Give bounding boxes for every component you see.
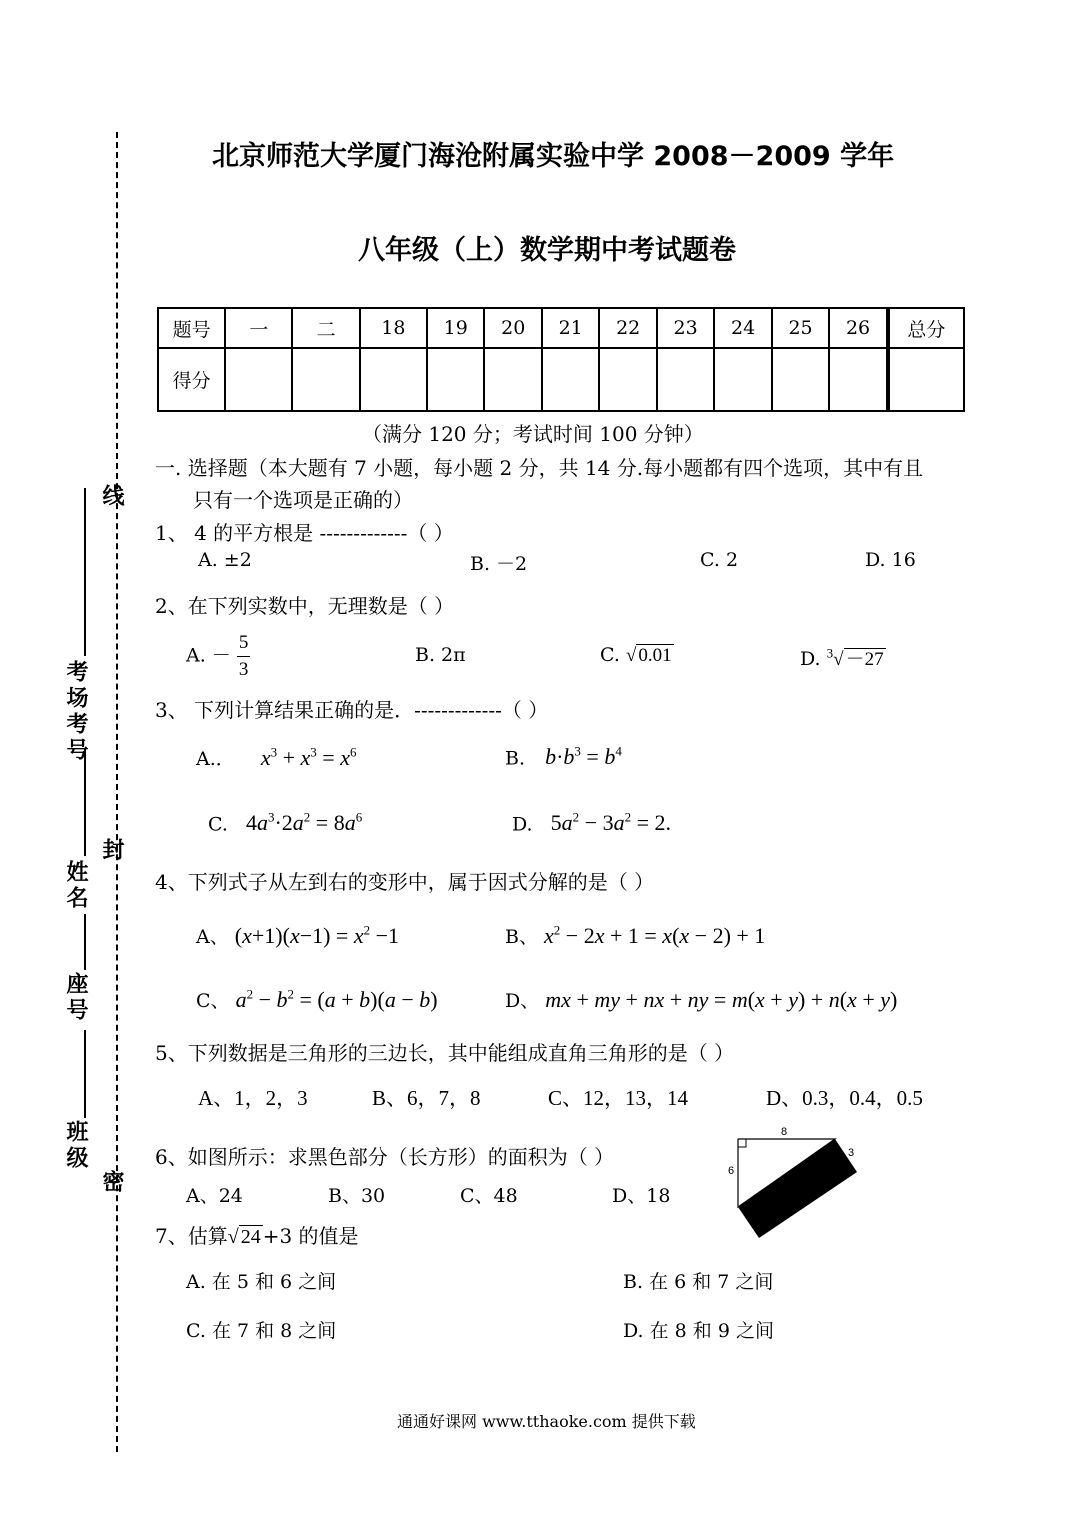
fraction-numerator: 5 [237,630,251,657]
radicand: －27 [845,649,884,670]
q7-stem-suffix: +3 的值是 [262,1224,359,1248]
q2-option-d [800,644,886,671]
page-title: 北京师范大学厦门海沧附属实验中学 2008－2009 学年 [212,141,895,172]
score-input-cell[interactable] [427,348,484,411]
fraction [237,630,251,683]
q1-option-a: A. ±2 [198,549,252,571]
score-input-cell[interactable] [829,348,887,411]
score-input-cell[interactable] [599,348,656,411]
table-cell: 23 [657,308,714,348]
score-input-cell[interactable] [292,348,359,411]
option-prefix: A.． [196,748,235,770]
option-prefix: B、 [505,926,538,948]
q7-option-d: D. 在 8 和 9 之间 [623,1320,774,1342]
score-input-cell[interactable] [888,348,964,411]
q1-stem: 1、 4 的平方根是 -------------（ ） [155,521,454,545]
margin-line-label: 线 [99,484,124,510]
option-prefix: D、 [505,990,540,1012]
minus-sign: － [211,645,231,667]
q6-option-c: C、48 [460,1185,518,1207]
q6-option-a: A、24 [186,1185,243,1207]
table-cell: 18 [360,308,427,348]
formula: $4a^3\cdot 2a^2 = 8a^6$ [245,810,363,836]
exam-room-underline [84,488,86,656]
exam-info: （满分 120 分；考试时间 100 分钟） [362,422,704,446]
option-prefix: C. [208,813,228,836]
score-input-cell[interactable] [484,348,541,411]
option-prefix: C、 [196,990,230,1012]
radical-sign: √ [625,645,637,666]
table-cell: 得分 [158,348,225,411]
score-input-cell[interactable] [772,348,829,411]
q4-option-c [196,986,438,1013]
score-input-cell[interactable] [225,348,292,411]
radicand: 24 [240,1226,261,1248]
formula: $x^3 + x^3 = x^6$ [260,744,357,770]
q6-stem: 6、如图所示：求黑色部分（长方形）的面积为（ ） [155,1145,615,1169]
q5-option-c: C、12，13，14 [548,1086,689,1110]
fraction-denominator: 3 [238,659,249,680]
q3-stem: 3、 下列计算结果正确的是．-------------（ ） [155,698,549,722]
margin-secret-label: 密 [99,1170,124,1196]
q3-option-a [196,744,356,771]
q2-option-c [600,644,674,667]
binding-dashed-line [116,132,118,1452]
q1-option-d: D. 16 [865,549,916,571]
table-cell: 一 [225,308,292,348]
q4-stem: 4、下列式子从左到右的变形中，属于因式分解的是（ ） [155,870,655,894]
q5-stem: 5、下列数据是三角形的三边长，其中能组成直角三角形的是（ ） [155,1041,735,1065]
radical-sign: √ [227,1226,239,1248]
fig-label-left: 6 [728,1165,735,1177]
table-cell: 总分 [888,308,964,348]
q4-option-b [505,922,765,949]
q3-option-b [505,744,622,770]
option-prefix: D. [800,648,821,670]
page-footer: 通通好课网 www.tthaoke.com 提供下载 [397,1412,696,1431]
name-label: 姓名 [63,860,88,912]
radicand: 0.01 [638,645,672,666]
q7-stem [155,1220,359,1249]
table-cell: 二 [292,308,359,348]
q6-figure [725,1122,865,1244]
formula: mx + my + nx + ny = m(x + y) + n(x + y) [545,987,898,1012]
score-table-score-row [158,348,964,411]
seat-underline [84,914,86,970]
formula: $5a^2 - 3a^2 = 2$. [550,810,671,836]
table-cell: 题号 [158,308,225,348]
q6-option-d: D、18 [612,1185,671,1207]
radical-sign: √ [833,649,844,670]
exam-room-label: 考场考号 [63,660,88,764]
score-table-header-row [158,308,964,348]
score-input-cell[interactable] [542,348,599,411]
score-table [157,307,965,412]
q3-option-c [208,810,362,836]
option-prefix: C. [600,644,620,666]
q4-option-d [505,986,897,1013]
class-label: 班级 [63,1120,88,1172]
option-prefix: D. [512,813,533,836]
option-prefix: A. [186,644,206,667]
q3-option-d [512,810,671,836]
q7-option-c: C. 在 7 和 8 之间 [186,1320,337,1342]
q7-option-b: B. 在 6 和 7 之间 [623,1271,774,1293]
option-prefix: B. [505,747,526,770]
q7-stem-prefix: 7、估算 [155,1224,228,1248]
page-subtitle: 八年级（上）数学期中考试题卷 [358,235,736,266]
q1-option-b: B. －2 [470,553,528,575]
name-underline [84,748,86,856]
section1-heading: 一. 选择题（本大题有 7 小题，每小题 2 分，共 14 分.每小题都有四个选项，其中有且 [155,456,924,480]
table-cell: 24 [714,308,771,348]
table-cell: 20 [484,308,541,348]
option-prefix: A、 [196,926,229,948]
formula: $a^2 - b^2 = (a + b)(a - b)$ [235,986,438,1012]
q7-option-a: A. 在 5 和 6 之间 [186,1271,337,1293]
score-input-cell[interactable] [657,348,714,411]
formula: $x^2 - 2x + 1 = x(x - 2) + 1$ [544,922,766,948]
q4-option-a [196,922,399,949]
class-underline [84,1030,86,1118]
score-input-cell[interactable] [360,348,427,411]
q1-option-c: C. 2 [700,549,739,571]
q5-option-b: B、6，7，8 [372,1086,481,1110]
section1-heading-cont: 只有一个选项是正确的） [193,488,413,512]
q5-option-d: D、0.3，0.4，0.5 [766,1086,923,1110]
table-cell: 25 [772,308,829,348]
fig-label-right: 3 [848,1147,855,1159]
table-cell: 21 [542,308,599,348]
table-cell: 26 [829,308,887,348]
root-index: 3 [826,645,834,661]
margin-seal-label: 封 [99,838,124,864]
q2-option-a [186,630,250,683]
formula: $b\cdot b^3 = b^4$ [545,744,622,770]
table-cell: 22 [599,308,656,348]
q2-stem: 2、在下列实数中，无理数是（ ） [155,594,455,618]
q5-option-a: A、1，2，3 [198,1086,308,1110]
seat-label: 座号 [63,972,88,1024]
formula: $(x+1)(x-1) = x^2 -1$ [234,922,400,948]
q6-option-b: B、30 [328,1185,386,1207]
q2-option-b: B. 2π [415,644,466,666]
score-input-cell[interactable] [714,348,771,411]
fig-label-top: 8 [781,1126,788,1138]
table-cell: 19 [427,308,484,348]
